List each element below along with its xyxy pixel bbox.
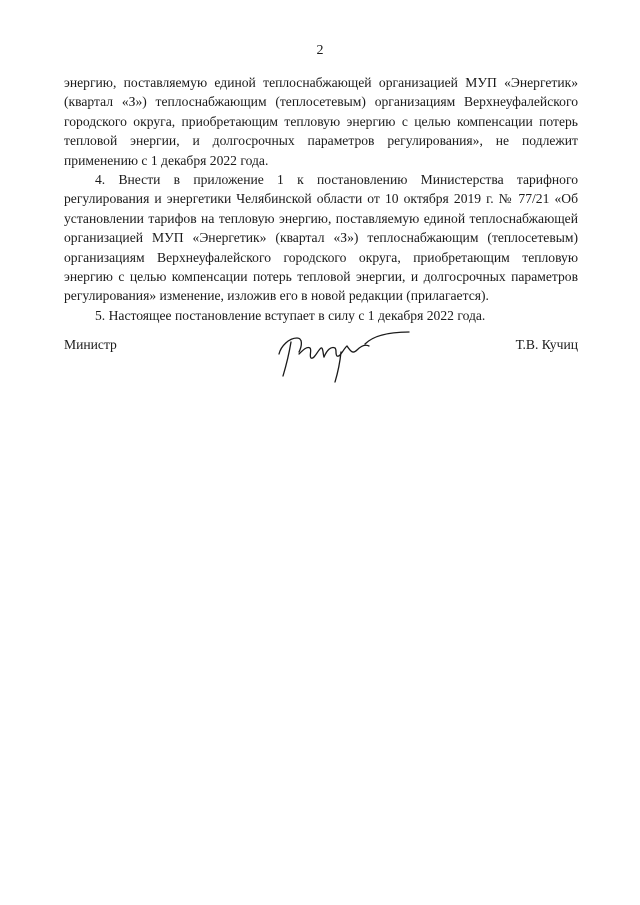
signatory-name: Т.В. Кучиц	[515, 337, 578, 352]
page-number: 2	[316, 43, 324, 58]
paragraph-item-5: 5. Настоящее постановление вступает в силу с 1 декабря 2022 года.	[95, 307, 486, 323]
handwritten-signature	[269, 324, 419, 384]
signatory-title: Министр	[64, 337, 117, 352]
signature-block	[64, 334, 578, 394]
paragraph-item-4: 4. Внести в приложение 1 к постановлению Министерства тарифного регулирования и энергетики Челябинской области от 10 октября 2019 г. № 77/21 «Об установлении тарифов на тепловую энергию, поставляемую единой теплоснабжающей организацией МУП «Энергетик» (квартал «З») теплоснабжающим (теплосетевым) организациям Верхнеуфалейского городского округа, приобретающим тепловую энергию с целью компенсации потерь тепловой энергии, и долгосрочных параметров регулирования» изменение, изложив его в новой редакции (прилагается).	[64, 172, 578, 304]
document-body	[64, 73, 578, 325]
paragraph-continuation: энергию, поставляемую единой теплоснабжающей организацией МУП «Энергетик» (квартал «З») теплоснабжающим (теплосетевым) организациям Верхнеуфалейского городского округа, приобретающим тепловую энергию с целью компенсации потерь тепловой энергии, и долгосрочных параметров регулирования», не подлежит применению с 1 декабря 2022 года.	[64, 75, 578, 168]
